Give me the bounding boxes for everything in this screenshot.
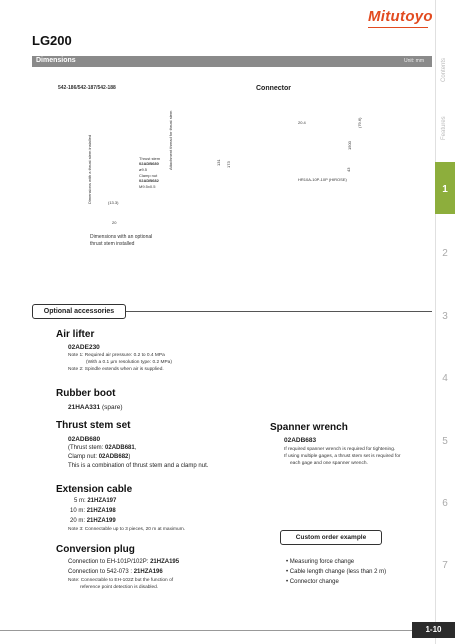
label-measuring: Dimensions with a thrust stem installed bbox=[87, 134, 92, 204]
label-dim-a: ø9.5 bbox=[139, 167, 148, 172]
dim-1500-label: 1500 bbox=[347, 141, 352, 150]
thrust-stem-line-1 bbox=[68, 444, 136, 453]
conversion-note-2: reference point detection is disabled. bbox=[80, 585, 159, 590]
extension-title: Extension cable bbox=[56, 484, 133, 495]
dim-43-label: 43 bbox=[346, 167, 351, 172]
conversion-title: Conversion plug bbox=[56, 544, 135, 555]
tab-1[interactable]: 1 bbox=[442, 184, 448, 195]
page-number: 1-10 bbox=[412, 622, 455, 638]
footer-rule bbox=[0, 630, 412, 631]
tab-contents[interactable]: Contents bbox=[441, 57, 447, 82]
page-title: LG200 bbox=[32, 33, 72, 48]
dimensions-header-label: Dimensions bbox=[36, 57, 76, 64]
label-dim-b: M9.5x0.5 bbox=[139, 184, 156, 189]
side-tab-rail bbox=[435, 0, 455, 644]
dim-20-label: 20 bbox=[112, 220, 117, 225]
extension-row2-len: 10 m: bbox=[70, 508, 87, 514]
conversion-row-2 bbox=[68, 568, 163, 577]
label-thrust-code: 02ADB680 bbox=[139, 161, 159, 166]
extension-row3-code: 21HZA199 bbox=[86, 518, 116, 524]
conversion-row1-prefix: Connection to EH-101P/102P: bbox=[68, 559, 151, 565]
custom-order-label: Custom order example bbox=[280, 530, 382, 545]
label-clamp-nut: Clamp nut bbox=[139, 173, 158, 178]
label-clamp-code: 02ADB682 bbox=[139, 178, 159, 183]
extension-note: Note 3: Connectable up to 3 pieces, 20 m at maximum. bbox=[68, 527, 186, 532]
conversion-row1-code: 21HZA195 bbox=[150, 559, 180, 565]
conversion-row-1 bbox=[68, 558, 179, 567]
air-lifter-title: Air lifter bbox=[56, 329, 95, 340]
connector-model: HR10A-10P-10P (HIROSE) bbox=[298, 177, 347, 182]
dim-204-label: 20.4 bbox=[298, 120, 306, 125]
tab-3[interactable]: 3 bbox=[442, 311, 448, 322]
thrust-stem-line1-code: 02ADB681 bbox=[105, 445, 135, 451]
rubber-boot-suffix: (spare) bbox=[100, 404, 123, 411]
brand-logo: Mitutoyo bbox=[368, 8, 433, 25]
extension-row1-len: 5 m: bbox=[74, 498, 88, 504]
dim-796-label: (79.6) bbox=[357, 117, 362, 128]
air-lifter-note-1b: (With a 0.1 µm resolution type: 0.2 MPa) bbox=[86, 360, 172, 365]
extension-row-1 bbox=[74, 497, 116, 506]
dim-173-label: 173 bbox=[226, 161, 231, 168]
thrust-stem-line1-prefix: (Thrust stem: bbox=[68, 445, 106, 451]
thrust-stem-line1-suffix: , bbox=[134, 445, 137, 451]
air-lifter-note-2: Note 2: Spindle extends when air is supplied. bbox=[68, 367, 164, 372]
unit-label: Unit: mm bbox=[404, 58, 424, 64]
thrust-stem-line-2 bbox=[68, 453, 130, 462]
caption-line-1: Dimensions with an optional bbox=[90, 234, 153, 240]
conversion-row2-prefix: Connection to 542-073 : bbox=[68, 569, 134, 575]
custom-order-item-3: • Connector change bbox=[286, 579, 339, 585]
dim-131-label: 131 bbox=[216, 159, 221, 166]
tab-2[interactable]: 2 bbox=[442, 248, 448, 259]
connector-title: Connector bbox=[256, 85, 291, 92]
rubber-boot-title: Rubber boot bbox=[56, 388, 116, 399]
rubber-boot-code: 21HAA331 bbox=[68, 404, 101, 411]
tab-6[interactable]: 6 bbox=[442, 498, 448, 509]
brand-underline bbox=[368, 27, 428, 28]
thrust-stem-line2-suffix: ) bbox=[128, 454, 131, 460]
accessories-tag: Optional accessories bbox=[32, 304, 126, 319]
dimensions-header-bar bbox=[32, 56, 432, 67]
tab-7[interactable]: 7 bbox=[442, 560, 448, 571]
air-lifter-note-1: Note 1: Required air pressure: 0.2 to 0.4 MPa bbox=[68, 353, 165, 358]
extension-row2-code: 21HZA198 bbox=[86, 508, 116, 514]
thrust-stem-code: 02ADB680 bbox=[68, 436, 101, 443]
spanner-note-2: If using multiple gages, a thrust stem set is required for bbox=[284, 454, 401, 459]
dim-133-label: (13.3) bbox=[108, 200, 119, 205]
conversion-note-1: Note: Connectable to EH-102Z but the function of bbox=[68, 578, 174, 583]
caption-line-2: thrust stem installed bbox=[90, 241, 135, 247]
conversion-row2-code: 21HZA196 bbox=[133, 569, 163, 575]
model-numbers: 542-186/542-187/542-188 bbox=[58, 85, 116, 91]
extension-row1-code: 21HZA197 bbox=[87, 498, 117, 504]
label-attach: Attachment thread for thrust stem bbox=[168, 110, 173, 170]
thrust-stem-line2-prefix: Clamp nut: bbox=[68, 454, 99, 460]
extension-row-2 bbox=[70, 507, 116, 516]
extension-row-3 bbox=[70, 517, 116, 526]
tab-features[interactable]: Features bbox=[441, 116, 447, 140]
label-thrust-stem: Thrust stem bbox=[139, 156, 161, 161]
tab-5[interactable]: 5 bbox=[442, 436, 448, 447]
rubber-boot-line bbox=[68, 404, 123, 411]
custom-order-list bbox=[286, 557, 386, 587]
thrust-stem-desc: This is a combination of thrust stem and a clamp nut. bbox=[68, 463, 209, 469]
spanner-code: 02ADB683 bbox=[284, 437, 317, 444]
air-lifter-code: 02ADE230 bbox=[68, 344, 100, 351]
spanner-note-3: each gage and one spanner wrench. bbox=[290, 461, 368, 466]
custom-order-item-2: • Cable length change (less than 2 m) bbox=[286, 569, 387, 575]
thrust-stem-title: Thrust stem set bbox=[56, 420, 131, 431]
spanner-note-1: If required spanner wrench is required for tightening. bbox=[284, 447, 396, 452]
spanner-title: Spanner wrench bbox=[270, 422, 348, 433]
thrust-stem-line2-code: 02ADB682 bbox=[98, 454, 129, 460]
custom-order-item-1: • Measuring force change bbox=[286, 559, 355, 565]
tab-4[interactable]: 4 bbox=[442, 373, 448, 384]
extension-row3-len: 20 m: bbox=[70, 518, 87, 524]
